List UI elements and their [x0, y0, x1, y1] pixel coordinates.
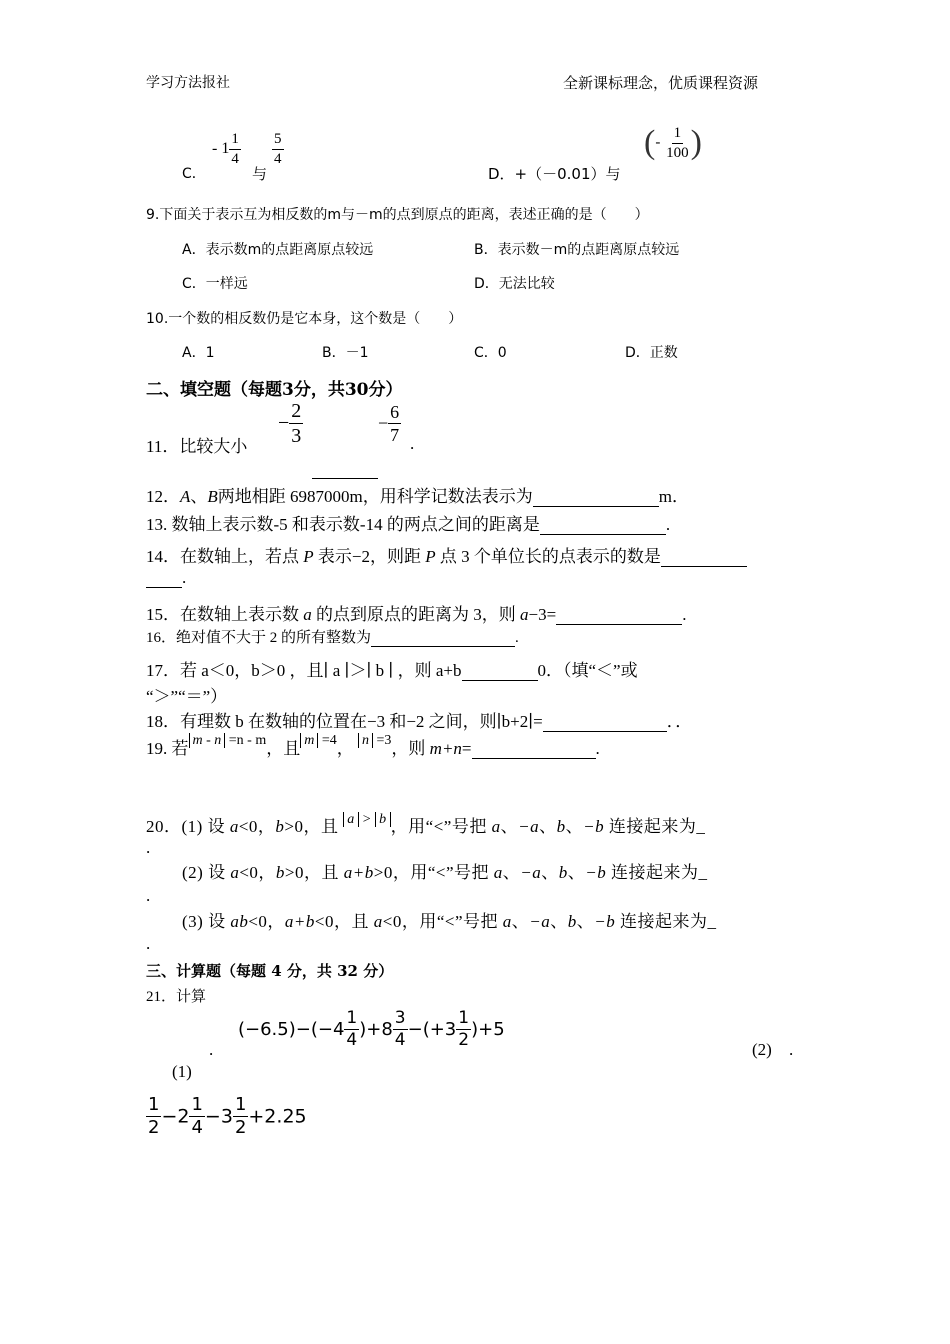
- section-2-title: 二、填空题（每题3分，共30分）: [146, 380, 403, 400]
- q15-answer-blank[interactable]: [556, 623, 682, 625]
- q21-label: 21．计算: [146, 989, 207, 1005]
- q14-answer-blank[interactable]: [661, 565, 747, 567]
- q21-expression-2: $\frac{1}{2}$ −2 $\frac{1}{4}$ −3 $\frac{1}{2}$ +2.25: [148, 1094, 307, 1138]
- q21-part2-label: (2): [752, 1040, 772, 1059]
- q15-line: 15．在数轴上表示数 a 的点到原点的距离为 3，则 a−3= .: [146, 605, 687, 624]
- q8-d-abs-fraction: (- $\frac{1}{100}$ ): [644, 124, 702, 161]
- q10-option-d: D．正数: [625, 345, 678, 361]
- q20-part3: (3) 设 ab<0，a+b<0，且 a<0，用“<”号把 a、−a、b、−b 连接起来为_: [182, 912, 717, 931]
- q9-option-c: C．一样远: [182, 276, 248, 292]
- q21-expr1-dot: .: [209, 1040, 214, 1059]
- q10-stem: 10.一个数的相反数仍是它本身，这个数是（ ）: [146, 311, 463, 327]
- q20-part2-dot: .: [146, 886, 151, 905]
- q16-answer-blank[interactable]: [371, 645, 515, 647]
- q8-option-c-expression: [212, 132, 241, 167]
- q8-c-mid: 与: [252, 165, 268, 183]
- q18-answer-blank[interactable]: [543, 730, 667, 732]
- q13-answer-blank[interactable]: [540, 533, 666, 535]
- q17-answer-blank[interactable]: [462, 679, 538, 681]
- q21-expression-1: (−6.5)−(−4 $\frac{1}{4}$ )+8 $\frac{3}{4}$ −(+3 $\frac{1}{2}$ )+5: [238, 1008, 505, 1050]
- q14-line2: .: [146, 568, 186, 588]
- q17-line1: 17．若 a＜0，b＞0 ，且∣ a ∣＞∣ b ∣ ，则 a+b 0．（填“＜”或: [146, 661, 638, 680]
- q20-part1-dot: .: [146, 838, 151, 857]
- q12-blank-line: [312, 478, 378, 479]
- q8-option-d-text: D．+（－0.01）与: [488, 165, 621, 183]
- q9-option-a: A．表示数m的点距离原点较远: [182, 242, 374, 258]
- q11-end: .: [410, 434, 415, 453]
- q14-answer-blank-cont[interactable]: [146, 586, 182, 588]
- q11-fraction2: − $\frac{6}{7}$: [378, 402, 400, 445]
- q19-line: 19. 若 $^{m - n =n - m}$，且 $^{m =4}$， $^{n =3}$，则 m+n= .: [146, 733, 600, 758]
- q13-line: 13. 数轴上表示数-5 和表示数-14 的两点之间的距离是 .: [146, 515, 671, 534]
- section-3-title: 三、计算题（每题 4 分，共 32 分）: [146, 962, 394, 980]
- q8-c-fraction1: $\frac{1}{4}$: [231, 131, 239, 167]
- q8-c-fraction2: $\frac{5}{4}$: [274, 131, 282, 167]
- q20-part3-dot: .: [146, 934, 151, 953]
- q11-text: 11．比较大小: [146, 437, 248, 456]
- q21-part2-dot: .: [789, 1040, 794, 1059]
- q8-c-whole: - 1: [212, 140, 230, 158]
- q12-answer-blank[interactable]: [533, 505, 659, 507]
- q20-part2: (2) 设 a<0，b>0，且 a+b>0，用“<”号把 a、−a、b、−b 连接起来为_: [182, 863, 708, 882]
- header-right: 全新课标理念，优质课程资源: [563, 74, 759, 92]
- header-left: 学习方法报社: [146, 75, 230, 91]
- q16-line: 16．绝对值不大于 2 的所有整数为 .: [146, 630, 519, 646]
- q10-option-a: A．1: [182, 345, 215, 361]
- q9-option-b: B．表示数－m的点距离原点较远: [474, 242, 680, 258]
- q11-fraction1: − $\frac{2}{3}$: [278, 400, 302, 447]
- q10-option-c: C．0: [474, 345, 507, 361]
- q19-answer-blank[interactable]: [472, 757, 596, 759]
- q9-stem: 9.下面关于表示互为相反数的m与－m的点到原点的距离，表述正确的是（ ）: [146, 207, 649, 223]
- q10-option-b: B．－1: [322, 345, 369, 361]
- q8-option-c-label: C．: [182, 166, 206, 182]
- q9-option-d: D．无法比较: [474, 276, 555, 292]
- q20-part1: 20．(1) 设 a<0，b>0，且 $^{a > b}$ ，用“<”号把 a、−a、b、−b 连接起来为_: [146, 812, 706, 836]
- q17-line2: “＞”“＝”）: [146, 687, 228, 706]
- q21-part1-label: (1): [172, 1062, 192, 1081]
- q14-line: 14．在数轴上，若点 P 表示−2，则距 P 点 3 个单位长的点表示的数是: [146, 542, 747, 567]
- q12-line: 12．A、B两地相距 6987000m，用科学记数法表示为 m．: [146, 487, 689, 506]
- q18-line: 18．有理数 b 在数轴的位置在−3 和−2 之间，则∣b+2∣= ．．: [146, 712, 693, 731]
